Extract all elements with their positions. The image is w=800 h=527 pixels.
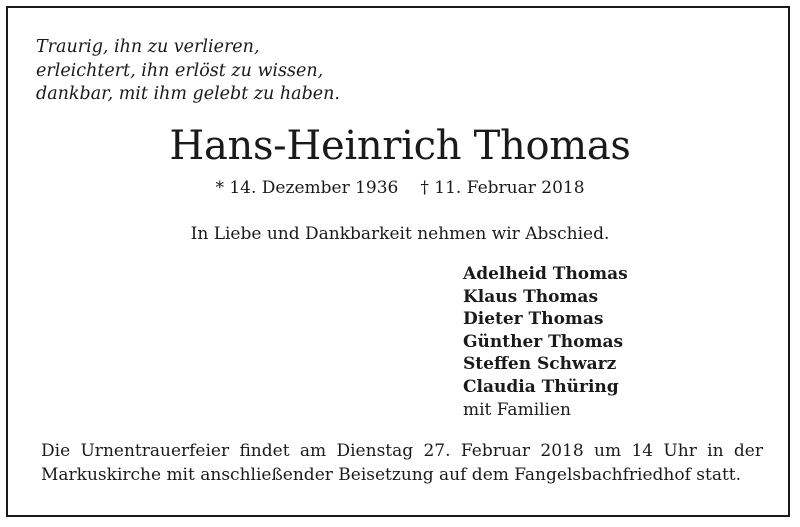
life-dates [0,176,800,200]
farewell-text: In Liebe und Dankbarkeit nehmen wir Abschied. [190,224,610,244]
family-member: Steffen Schwarz [463,354,617,375]
family-member: Claudia Thüring [463,376,619,397]
family-member: Dieter Thomas [463,309,604,330]
service-line: Die Urnentrauerfeier findet am Dienstag 27. Februar 2018 um 14 Uhr in der [41,441,763,461]
birth-date: * 14. Dezember 1936 [215,178,399,198]
memorial-poem [36,36,340,107]
family-member: Günther Thomas [463,331,624,352]
poem-line: erleichtert, ihn erlöst zu wissen, [36,60,324,81]
family-signatures [463,263,628,421]
poem-line: Traurig, ihn zu verlieren, [36,37,260,57]
poem-line: dankbar, mit ihm gelebt zu haben. [36,84,340,104]
family-member: Adelheid Thomas [463,264,628,284]
service-announcement [41,440,763,487]
service-line: Markuskirche mit anschließender Beisetzung auf dem Fangelsbachfriedhof statt. [41,464,742,485]
death-date: † 11. Februar 2018 [420,178,585,198]
family-member: Klaus Thomas [463,286,599,307]
family-suffix: mit Familien [463,399,572,420]
deceased-name: Hans-Heinrich Thomas [169,123,631,169]
